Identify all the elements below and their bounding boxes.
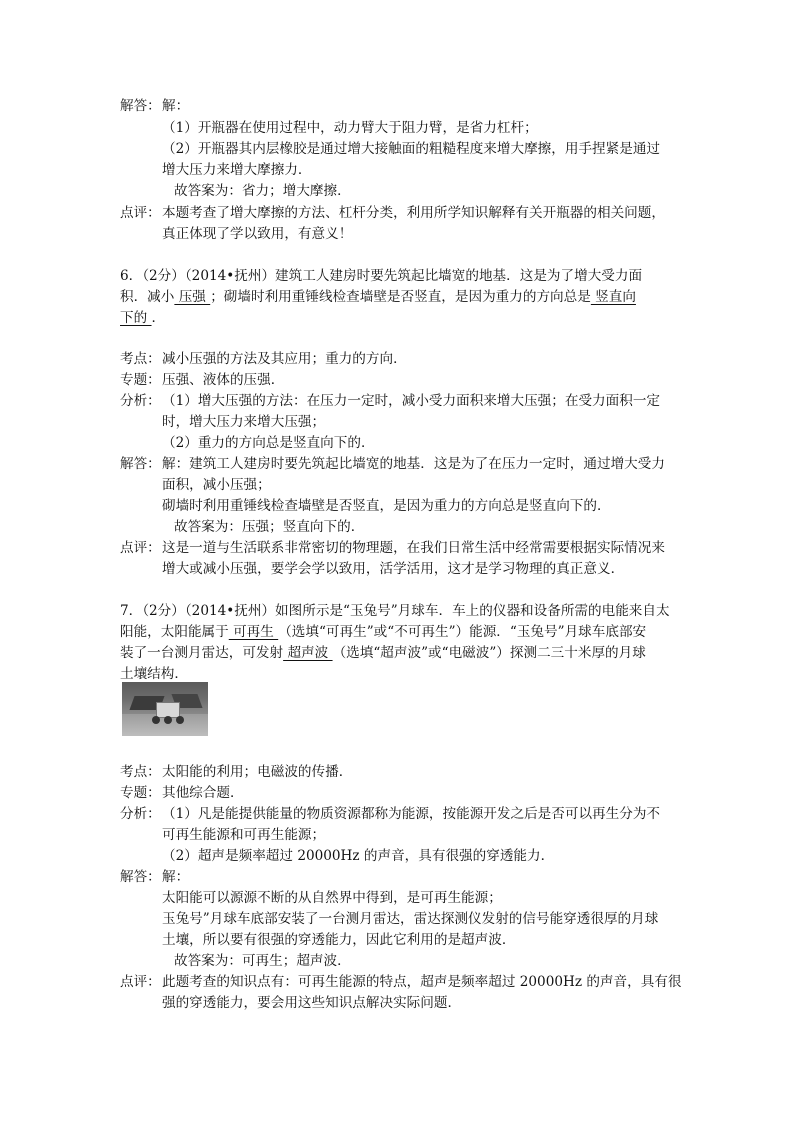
comment-label: 点评： — [120, 974, 161, 990]
point-text: 太阳能的利用；电磁波的传播． — [162, 764, 353, 780]
answer-blank-2: 超声波 — [283, 645, 333, 661]
comment-line: 强的穿透能力，要会用这些知识点解决实际问题． — [162, 995, 462, 1011]
answer-label: 解答： — [120, 869, 161, 885]
answer-line: 解： — [162, 869, 190, 885]
answer-line: 土壤，所以要有很强的穿透能力，因此它利用的是超声波． — [162, 932, 516, 948]
stem-text: 装了一台测月雷达，可发射 — [120, 645, 284, 661]
lunar-rover-photo — [122, 682, 208, 736]
stem-text: ；砌墙时利用重锤线检查墙壁是否竖直，是因为重力的方向总是 — [210, 289, 591, 305]
question-7-stem-line2 — [120, 622, 646, 642]
stem-text: （选填“可再生”或“不可再生”）能源．“玉兔号”月球车底部安 — [278, 624, 647, 640]
comment-line: 本题考查了增大摩擦的方法、杠杆分类，利用所学知识解释有关开瓶器的相关问题， — [162, 205, 665, 221]
answer-label: 解答： — [120, 98, 161, 114]
topic-label: 专题： — [120, 785, 161, 801]
answer-line: 面积，减小压强； — [162, 477, 271, 493]
answer-line: 故答案为：可再生；超声波． — [174, 953, 351, 969]
photo-wheel — [164, 716, 172, 724]
comment-line: 此题考查的知识点有：可再生能源的特点，超声是频率超过 20000Hz 的声音，具有很 — [162, 974, 682, 990]
answer-line: 增大压力来增大摩擦力． — [162, 162, 312, 178]
answer-line: （2）开瓶器其内层橡胶是通过增大接触面的粗糙程度来增大摩擦，用手捏紧是通过 — [162, 141, 661, 157]
stem-text: 阳能，太阳能属于 — [120, 624, 229, 640]
comment-label: 点评： — [120, 540, 161, 556]
answer-line: 故答案为：压强；竖直向下的． — [174, 519, 365, 535]
analysis-label: 分析： — [120, 393, 161, 409]
comment-line: 这是一道与生活联系非常密切的物理题，在我们日常生活中经常需要根据实际情况来 — [162, 540, 665, 556]
point-text: 减小压强的方法及其应用；重力的方向． — [162, 351, 407, 367]
comment-line: 增大或减小压强，要学会学以致用，活学活用，这才是学习物理的真正意义． — [162, 561, 625, 577]
answer-blank-2: 竖直向 — [590, 289, 636, 305]
point-label: 考点： — [120, 764, 161, 780]
question-7-stem-line4: 土壤结构． — [120, 666, 188, 682]
question-6-stem-line3 — [120, 308, 165, 328]
topic-label: 专题： — [120, 372, 161, 388]
point-label: 考点： — [120, 351, 161, 367]
question-6-stem: 6．（2分）（2014•抚州）建筑工人建房时要先筑起比墙宽的地基．这是为了增大受力面 — [120, 268, 643, 284]
answer-label: 解答： — [120, 456, 161, 472]
topic-text: 其他综合题． — [162, 785, 244, 801]
answer-line: 太阳能可以源源不断的从自然界中得到，是可再生能源； — [162, 890, 502, 906]
analysis-label: 分析： — [120, 806, 161, 822]
analysis-line: （1）增大压强的方法：在压力一定时，减小受力面积来增大压强；在受力面积一定 — [162, 393, 661, 409]
comment-label: 点评： — [120, 205, 161, 221]
stem-text: ． — [151, 310, 166, 326]
comment-line: 真正体现了学以致用，有意义！ — [162, 226, 353, 242]
answer-blank-2-cont: 下的 — [120, 310, 152, 326]
analysis-line: 时，增大压力来增大压强； — [162, 414, 326, 430]
question-6-stem-line2 — [120, 287, 636, 307]
question-7-stem: 7．（2分）（2014•抚州）如图所示是“玉兔号”月球车．车上的仪器和设备所需的电能来自太 — [120, 603, 670, 619]
answer-blank-1: 压强 — [174, 289, 211, 305]
analysis-line: 可再生能源和可再生能源； — [162, 827, 326, 843]
answer-line: 解：建筑工人建房时要先筑起比墙宽的地基．这是为了在压力一定时，通过增大受力 — [162, 456, 665, 472]
question-7-stem-line3 — [120, 643, 646, 663]
answer-line: 解： — [162, 98, 190, 114]
answer-blank-1: 可再生 — [228, 624, 279, 640]
answer-line: （1）开瓶器在使用过程中，动力臂大于阻力臂，是省力杠杆； — [162, 120, 538, 136]
stem-text: （选填“超声波”或“电磁波”）探测二三十米厚的月球 — [332, 645, 646, 661]
stem-text: 积．减小 — [120, 289, 175, 305]
answer-line: 玉兔号”月球车底部安装了一台测月雷达，雷达探测仪发射的信号能穿透很厚的月球 — [162, 911, 659, 927]
analysis-line: （2）超声是频率超过 20000Hz 的声音，具有很强的穿透能力． — [162, 848, 555, 864]
analysis-line: （2）重力的方向总是竖直向下的． — [162, 435, 375, 451]
topic-text: 压强、液体的压强． — [162, 372, 285, 388]
answer-line: 故答案为：省力；增大摩擦． — [174, 183, 351, 199]
photo-wheel — [176, 716, 184, 724]
answer-line: 砌墙时利用重锤线检查墙壁是否竖直，是因为重力的方向总是竖直向下的． — [162, 498, 611, 514]
analysis-line: （1）凡是能提供能量的物质资源都称为能源，按能源开发之后是否可以再生分为不 — [162, 806, 661, 822]
photo-wheel — [152, 716, 160, 724]
